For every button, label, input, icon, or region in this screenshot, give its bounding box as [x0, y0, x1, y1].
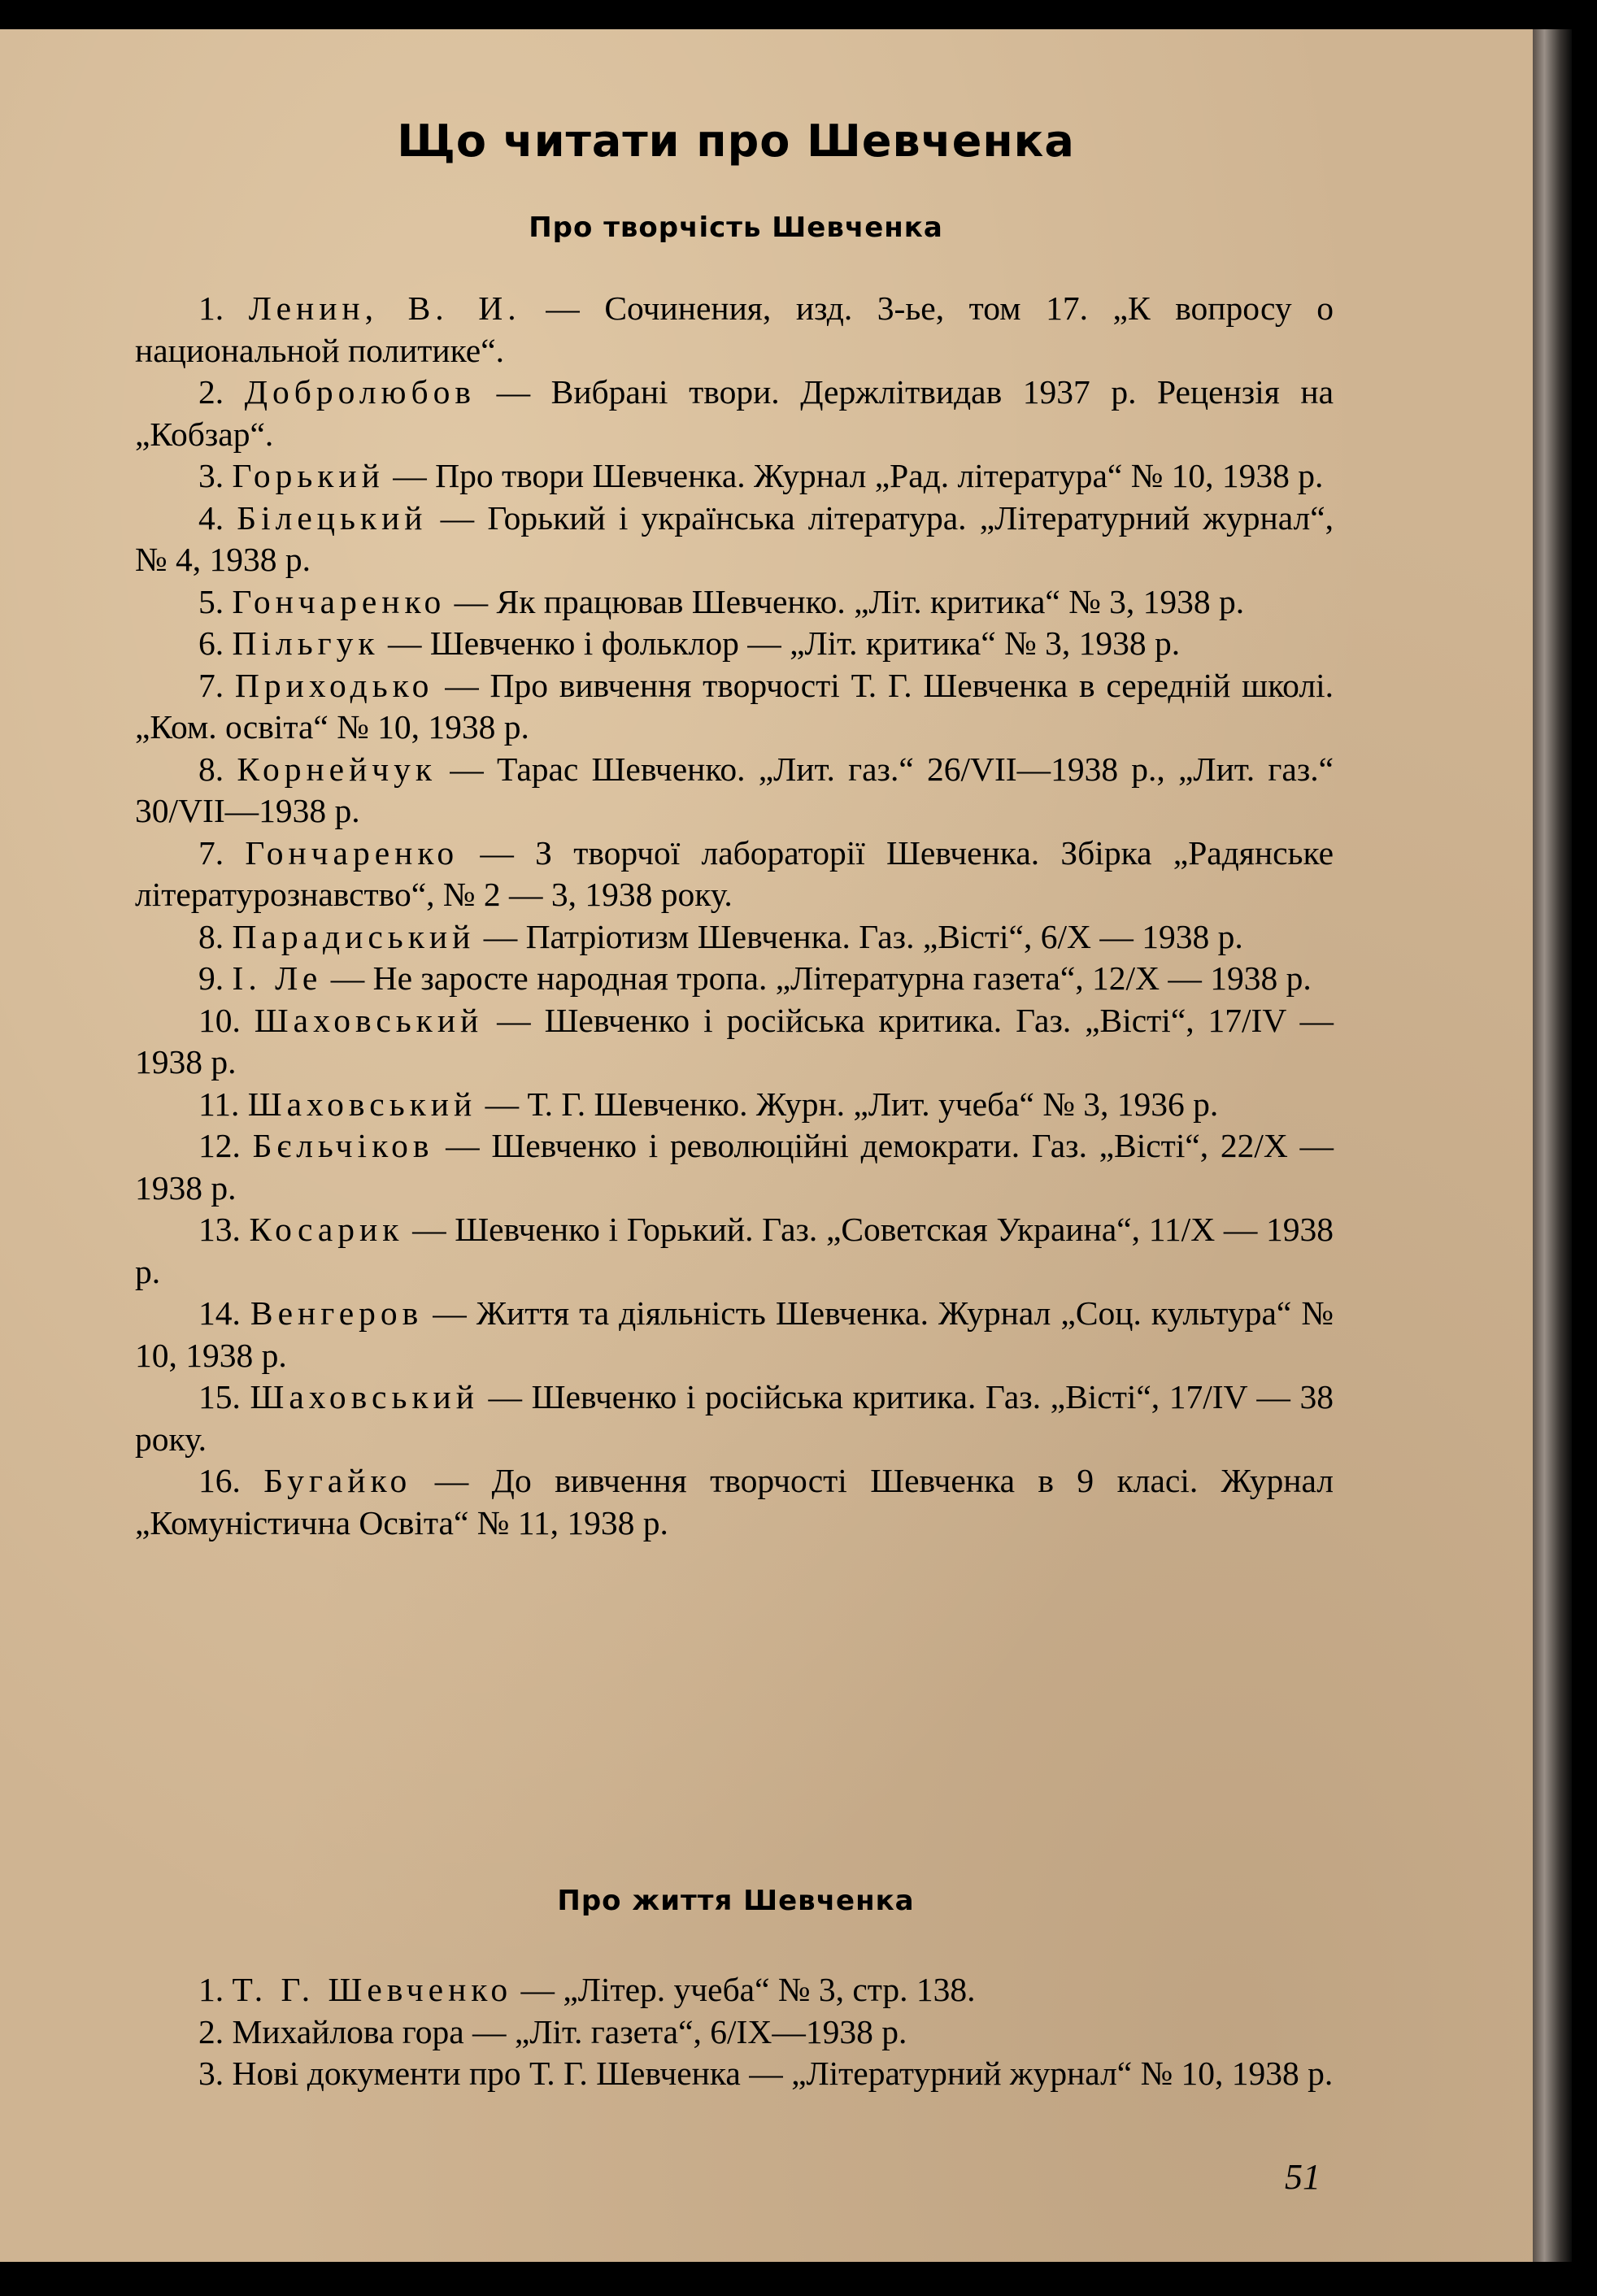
- entry-author: Пільгук: [232, 624, 380, 662]
- page-title: Що читати про Шевченка: [397, 115, 1075, 167]
- bibliography-list-works: [135, 288, 1334, 1544]
- entry-author: Корнейчук: [237, 750, 437, 788]
- entry-text: Про вивчення творчості Т. Г. Шевченка в середній школі. „Ком. освіта“ № 10, 1938 р.: [135, 666, 1334, 746]
- entry-text: Шевченко і фольклор — „Літ. критика“ № 3, 1938 р.: [429, 624, 1181, 662]
- entry-text: Горький і українська література. „Літературний журнал“, № 4, 1938 р.: [135, 498, 1334, 578]
- bibliography-entry: [135, 1125, 1334, 1209]
- bibliography-entry: [135, 665, 1334, 749]
- entry-text: Шевченко і Горький. Газ. „Советская Украина“, 11/X — 1938 р.: [135, 1211, 1334, 1290]
- book-spine-edge: [1533, 29, 1572, 2262]
- bibliography-entry: [135, 958, 1334, 1000]
- entry-separator: —: [446, 582, 497, 620]
- bibliography-entry: [135, 498, 1334, 581]
- bibliography-entry: [135, 749, 1334, 833]
- entry-number: 6.: [198, 624, 224, 662]
- entry-number: 13.: [198, 1211, 241, 1248]
- entry-number: 8.: [198, 750, 224, 788]
- bibliography-entry: [135, 581, 1334, 624]
- entry-text: Вибрані твори. Держлітвидав 1937 р. Рецензія на „Кобзар“.: [135, 373, 1334, 453]
- bibliography-entry: [135, 1000, 1334, 1084]
- section-heading-life: Про життя Шевченка: [557, 1885, 915, 1917]
- entry-number: 16.: [198, 1462, 241, 1499]
- entry-number: 1.: [198, 1971, 224, 2008]
- entry-separator: —: [379, 624, 430, 662]
- entry-number: 7.: [198, 666, 224, 704]
- entry-author: Горький: [232, 457, 385, 494]
- entry-number: 5.: [198, 582, 224, 620]
- entry-number: 3.: [198, 457, 224, 494]
- bibliography-entry: [135, 916, 1334, 959]
- entry-number: 1.: [198, 289, 224, 327]
- entry-author: Шаховський: [254, 1001, 484, 1039]
- entry-separator: —: [411, 1462, 492, 1499]
- entry-author: Шаховський: [250, 1378, 479, 1415]
- bibliography-entry: [135, 2011, 1334, 2054]
- section-heading-works: Про творчість Шевченка: [529, 211, 943, 244]
- entry-author: Приходько: [234, 666, 434, 704]
- entry-separator: —: [478, 1378, 532, 1415]
- bibliography-entry: [135, 1969, 1334, 2011]
- entry-separator: —: [423, 1294, 476, 1332]
- entry-separator: —: [476, 1085, 528, 1123]
- entry-number: 15.: [198, 1378, 241, 1415]
- entry-separator: —: [520, 289, 605, 327]
- entry-text: З творчої лабораторії Шевченка. Збірка „Радянське літературознавство“, № 2 — 3, 1938 року.: [135, 833, 1334, 913]
- entry-number: 3.: [198, 2055, 224, 2092]
- entry-author: Білецький: [237, 498, 428, 537]
- bibliography-entry: [135, 623, 1334, 665]
- bibliography-entry: [135, 1084, 1334, 1126]
- entry-text: Нові документи про Т. Г. Шевченка — „Літературний журнал“ № 10, 1938 р.: [232, 2055, 1334, 2092]
- bibliography-entry: [135, 1376, 1334, 1460]
- entry-author: Бєльчіков: [252, 1127, 434, 1164]
- entry-author: Шаховський: [247, 1085, 477, 1123]
- entry-number: 9.: [198, 959, 224, 997]
- entry-number: 10.: [198, 1001, 241, 1039]
- entry-number: 8.: [198, 917, 224, 955]
- entry-text: Михайлова гора — „Літ. газета“, 6/IX—1938 р.: [232, 2012, 907, 2050]
- bibliography-entry: [135, 372, 1334, 455]
- entry-author: Добролюбов: [244, 373, 476, 411]
- page-number: 51: [1285, 2157, 1321, 2197]
- entry-author: Гончаренко: [245, 833, 459, 872]
- entry-text: Шевченко і російська критика. Газ. „Вісті“, 17/IV — 38 року.: [135, 1378, 1334, 1458]
- bibliography-entry: [135, 455, 1334, 498]
- entry-number: 12.: [198, 1127, 241, 1164]
- entry-text: До вивчення творчості Шевченка в 9 класі. Журнал „Комуністична Освіта“ № 11, 1938 р.: [135, 1462, 1334, 1542]
- entry-separator: —: [403, 1211, 455, 1248]
- entry-text: Тарас Шевченко. „Лит. газ.“ 26/VII—1938 р., „Лит. газ.“ 30/VII—1938 р.: [135, 750, 1334, 829]
- bibliography-list-life: [135, 1969, 1334, 2095]
- entry-separator: —: [483, 1001, 545, 1039]
- entry-number: 2.: [198, 2012, 224, 2050]
- entry-separator: —: [384, 457, 436, 494]
- entry-separator: —: [427, 498, 488, 537]
- entry-separator: —: [476, 373, 551, 411]
- entry-text: Патріотизм Шевченка. Газ. „Вісті“, 6/X — 1938 р.: [525, 917, 1243, 955]
- entry-number: 11.: [198, 1085, 240, 1123]
- entry-separator: —: [433, 1127, 492, 1164]
- entry-author: Ленин, В. И.: [248, 289, 521, 327]
- entry-text: Шевченко і російська критика. Газ. „Вісті“, 17/IV — 1938 р.: [135, 1001, 1334, 1081]
- entry-author: Гончаренко: [232, 582, 446, 620]
- entry-separator: —: [322, 959, 373, 997]
- entry-text: Т. Г. Шевченко. Журн. „Лит. учеба“ № 3, 1936 р.: [527, 1085, 1219, 1123]
- bibliography-entry: [135, 833, 1334, 916]
- entry-number: 14.: [198, 1294, 241, 1332]
- entry-text: Життя та діяльність Шевченка. Журнал „Соц. культура“ № 10, 1938 р.: [135, 1294, 1334, 1374]
- entry-text: Не заросте народная тропа. „Літературна газета“, 12/X — 1938 р.: [372, 959, 1312, 997]
- entry-author: Венгеров: [250, 1294, 424, 1332]
- entry-author: Косарик: [249, 1211, 404, 1248]
- entry-author: Бугайко: [263, 1462, 412, 1499]
- bibliography-entry: [135, 1293, 1334, 1376]
- entry-text: Шевченко і революційні демократи. Газ. „Вісті“, 22/X — 1938 р.: [135, 1127, 1334, 1207]
- entry-text: Як працював Шевченко. „Літ. критика“ № 3, 1938 р.: [496, 582, 1245, 620]
- entry-separator: —: [433, 666, 490, 704]
- entry-number: 4.: [198, 498, 224, 537]
- entry-text: „Літер. учеба“ № 3, стр. 138.: [563, 1971, 976, 2008]
- entry-separator: —: [475, 917, 526, 955]
- entry-separator: —: [512, 1971, 564, 2008]
- bibliography-entry: [135, 2053, 1334, 2095]
- entry-author: І. Ле: [232, 959, 323, 997]
- entry-text: Про твори Шевченка. Журнал „Рад. література“ № 10, 1938 р.: [435, 457, 1324, 494]
- bibliography-entry: [135, 1460, 1334, 1544]
- entry-separator: —: [459, 833, 536, 872]
- entry-separator: —: [437, 750, 498, 788]
- entry-author: Т. Г. Шевченко: [232, 1971, 513, 2008]
- entry-number: 2.: [198, 373, 224, 411]
- entry-author: Парадиський: [232, 917, 476, 955]
- bibliography-entry: [135, 1209, 1334, 1293]
- entry-text: Сочинения, изд. 3-ье, том 17. „К вопросу о национальной политике“.: [135, 289, 1334, 369]
- bibliography-entry: [135, 288, 1334, 372]
- entry-number: 7.: [198, 833, 224, 872]
